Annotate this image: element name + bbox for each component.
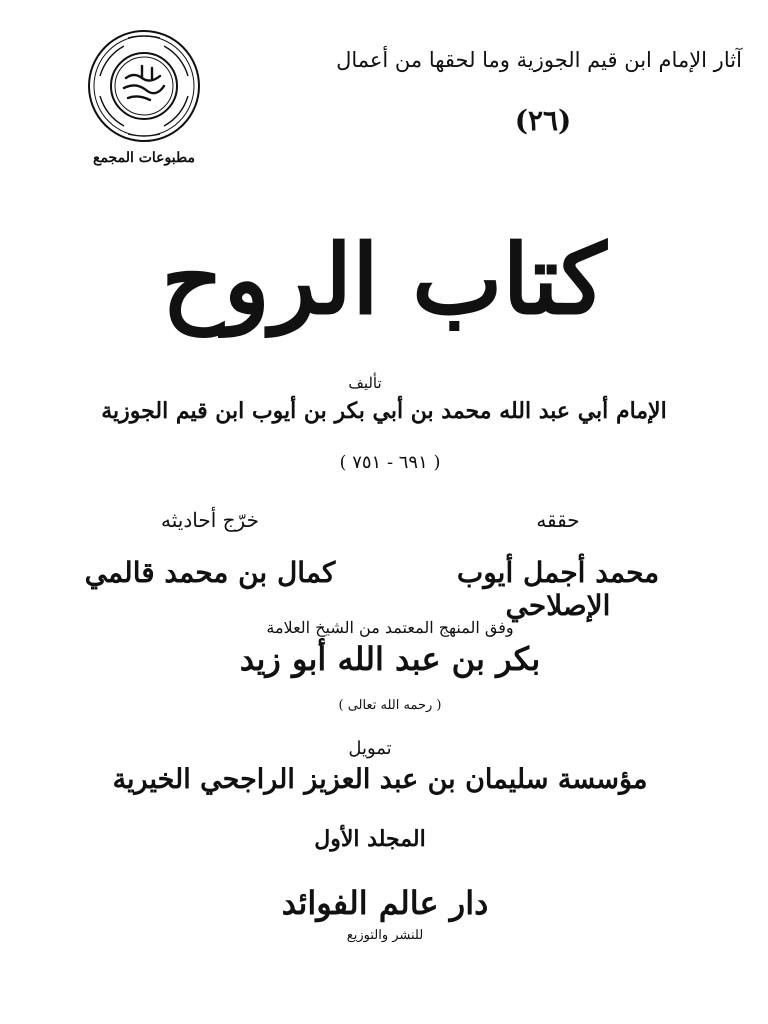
supervision-line: وفق المنهج المعتمد من الشيخ العلامة xyxy=(266,618,514,637)
book-title: كتاب الروح xyxy=(161,223,607,336)
author-label: تأليف xyxy=(348,374,382,392)
author-name: الإمام أبي عبد الله محمد بن أبي بكر بن أيوب ابن قيم الجوزية xyxy=(101,398,667,424)
scholar-name: بكر بن عبد الله أبو زيد xyxy=(239,640,541,678)
hadith-editor-name: كمال بن محمد قالمي xyxy=(84,556,336,589)
scholar-note: ( رحمه الله تعالى ) xyxy=(338,698,442,713)
hadith-editor-role: خرّج أحاديثه xyxy=(161,508,259,532)
series-collection: آثار الإمام ابن قيم الجوزية وما لحقها من أعمال xyxy=(336,48,742,72)
academy-seal-logo xyxy=(86,28,202,144)
author-dates: ( ٦٩١ - ٧٥١ ) xyxy=(339,452,441,473)
editor-name: محمد أجمل أيوب الإصلاحي xyxy=(456,556,660,622)
publisher-name: دار عالم الفوائد xyxy=(281,884,489,922)
funding-label: تمويل xyxy=(348,738,392,759)
volume-label: المجلد الأول xyxy=(314,826,426,852)
series-number: (٢٦) xyxy=(514,104,572,137)
seal-caption: مطبوعات المجمع xyxy=(93,150,195,166)
funder-name: مؤسسة سليمان بن عبد العزيز الراجحي الخيرية xyxy=(112,764,648,795)
editor-role: حققه xyxy=(536,508,580,532)
publisher-subtitle: للنشر والتوزيع xyxy=(346,928,424,943)
